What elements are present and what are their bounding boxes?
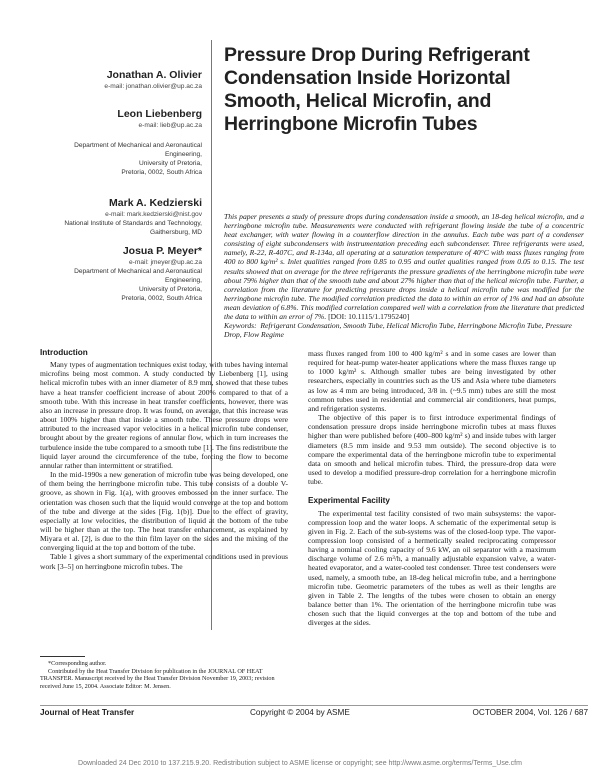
author-email: e-mail: jmeyer@up.ac.za <box>128 259 202 266</box>
abstract <box>224 212 584 321</box>
issue-info: OCTOBER 2004, Vol. 126 / 687 <box>472 708 588 717</box>
keywords <box>224 321 584 339</box>
section-heading-experimental-facility: Experimental Facility <box>308 496 390 506</box>
keywords-label: Keywords: <box>224 321 257 330</box>
author-block-meyer: Josua P. Meyer* e-mail: jmeyer@up.ac.za Department of Mechanical and Aeronautical Engineering, University of Pretoria, Pretoria, 0002, South Africa <box>40 245 202 303</box>
footnote: *Corresponding author. <box>48 660 107 667</box>
paragraph: Table 1 gives a short summary of the experimental conditions used in previous work [3–5] on herringbone microfin tubes. The <box>40 552 288 571</box>
footnote: Contributed by the Heat Transfer Division for publication in the JOURNAL OF HEAT TRANSFER. Manuscript received by the Heat Transfer Division November 19, 2003; revision received June 15, 2004. Associate Editor: M. Jensen. <box>40 667 275 690</box>
author-email: e-mail: mark.kedzierski@nist.gov <box>105 211 202 218</box>
doi: [DOI: 10.1115/1.1795240] <box>328 312 410 322</box>
author-block-kedzierski: Mark A. Kedzierski e-mail: mark.kedzierski@nist.gov National Institute of Standards and Technology, Gaithersburg, MD <box>40 197 202 237</box>
affiliation-pretoria-1: Department of Mechanical and Aeronautical Engineering, University of Pretoria, Pretoria, 0002, South Africa <box>74 142 202 176</box>
paragraph: mass fluxes ranged from 100 to 400 kg/m² s and in some cases are lower than required for heat-pump water-heater applications where the mass fluxes range up to 1000 kg/m² s. Although smaller tubes are being investigated by other researchers, especially in countries such as the US and Asia where tube diameters as low as 4 mm are being introduced, 3/8 in. (~9.5 mm) tubes are still the most common tubes used in residential and commercial air conditioners, heat pumps, and refrigeration systems. <box>308 349 556 413</box>
author-name: Leon Liebenberg <box>117 108 202 120</box>
footnote-rule <box>40 656 85 657</box>
author-block-liebenberg <box>40 108 202 130</box>
paragraph: In the mid-1990s a new generation of microfin tube was being developed, one of them being the herringbone microfin tube. This tube consists of a double V-groove, as shown in Fig. 1(a), with grooves embossed on the inner surface. The orientation was chosen such that the liquid would converge at the top and bottom of the tube and diverge at the sides [Fig. 1(b)]. Due to the effect of gravity, especially at low velocities, the distribution of liquid at the bottom of the tube will be higher than at the top. The heat transfer enhancement, as explained by Miyara et al. [2], is due to the thin film layer on the sides and the mixing of the converging liquid at the top and bottom of the tube. <box>40 470 288 553</box>
author-name: Jonathan A. Olivier <box>106 69 202 81</box>
paragraph: Many types of augmentation techniques exist today, with tubes having internal microfins being most common. A study conducted by Liebenberg [1], using helical microfin tubes with an inner diameter of 8.9 mm, showed that these tubes have a heat transfer coefficient increase of about 200% compared to that of a smooth tube. With this increase in heat transfer coefficients, however, there was also an increase in pressure drop. It was found, on average, that this increase was about 100% higher than that inside a smooth tube. These pressure drops were attributed to the increased vapor velocities in a helical microfin tube condenser, brought about by the greater regions of annular flow, which in turn increases the turbulence inside the tube compared to a smooth tube [1]. The fins redistribute the liquid layer around the circumference of the tube, forcing the flow to become annular rather than intermittent or stratified. <box>40 360 289 470</box>
author-name: Mark A. Kedzierski <box>109 197 202 209</box>
footnotes <box>40 660 295 690</box>
abstract-text: This paper presents a study of pressure drops during condensation inside a smooth, an 18-deg helical microfin, and a herringbone microfin tube. Measurements were conducted with refrigerant flowing inside the tube of a concentric heat exchanger, with water flowing in a counterflow direction in the annulus. Each tube was part of a condenser consisting of eight subcondensers with instrumentation preceding each subcondenser. Three refrigerants were used, namely, R-22, R-407C, and R-134a, all operating at a saturation temperature of 40°C with mass fluxes ranging from 400 to 800 kg/m² s. Inlet qualities ranged from 0.85 to 0.95 and outlet qualities ranged from 0.05 to 0.15. The test results showed that on average for the three refrigerants the pressure gradients of the herringbone microfin tube were about 79% higher than that of the smooth tube and about 27% higher than that of the helical microfin tube. Further, a correlation from the literature for predicting pressure drops inside a helical microfin tube was modified for the herringbone microfin tube. The modified correlation predicted the data to within an error of 1% and had an absolute mean deviation of 6.8%. This modified correlation compared well with a correlation from the literature that predicted the data to within an error of 7%. <box>224 212 584 322</box>
author-name: Josua P. Meyer* <box>122 245 202 257</box>
paper-title: Pressure Drop During Refrigerant Condensation Inside Horizontal Smooth, Helical Microfin, and Herringbone Microfin Tubes <box>224 44 530 135</box>
paragraph: The objective of this paper is to first introduce experimental findings of condensation pressure drops inside herringbone microfin tubes at mass fluxes higher than were published before (400–800 kg/m² s) and inside tubes with larger diameters (8.5 mm inside and 9.53 mm outside). The second objective is to compare the experimental data of the herringbone microfin tube to experimental data on smooth and helical microfin tubes. Third, the pressure-drop data were used to develop a modified pressure-drop correlation for a herringbone microfin tube. <box>308 413 556 487</box>
author-block-olivier <box>40 69 202 91</box>
author-email: e-mail: lieb@up.ac.za <box>138 122 202 129</box>
copyright: Copyright © 2004 by ASME <box>250 708 350 717</box>
keywords-text: Refrigerant Condensation, Smooth Tube, Helical Microfin Tube, Herringbone Microfin Tube, Pressure Drop, Flow Regime <box>224 321 572 340</box>
author-email: e-mail: jonathan.olivier@up.ac.za <box>104 83 202 90</box>
paragraph: The experimental test facility consisted of two main subsystems: the vapor-compression loop and the water loops. A schematic of the experimental setup is given in Fig. 2. Each of the sub-systems was of the closed-loop type. The vapor-compression loop consisted of a hermetically sealed reciprocating compressor having a nominal cooling capacity of 9.6 kW, an oil separator with a maximum discharge volume of 2.6 m³/h, a manually adjustable expansion valve, a water-heated evaporator, and a water-cooled test condenser. Three test condensers were used, namely, a smooth tube, an 18-deg helical microfin tube, and a herringbone microfin tube. Geometric parameters of the tubes as well as their lengths are given in Table 2. The lengths of the tubes were chosen to obtain an energy balance better than 1%. The orientation of the herringbone microfin tube was chosen such that the liquid converges at the top and bottom of the tube and diverges at the sides. <box>308 508 556 628</box>
download-notice: Downloaded 24 Dec 2010 to 137.215.9.20. Redistribution subject to ASME license or copyright; see http://www.asme.org/terms/Terms_Use.cfm <box>78 760 522 767</box>
footer-rule <box>40 705 588 706</box>
left-column <box>40 348 288 571</box>
right-column <box>308 349 556 628</box>
journal-name: Journal of Heat Transfer <box>40 708 135 717</box>
section-heading-introduction: Introduction <box>40 348 88 357</box>
